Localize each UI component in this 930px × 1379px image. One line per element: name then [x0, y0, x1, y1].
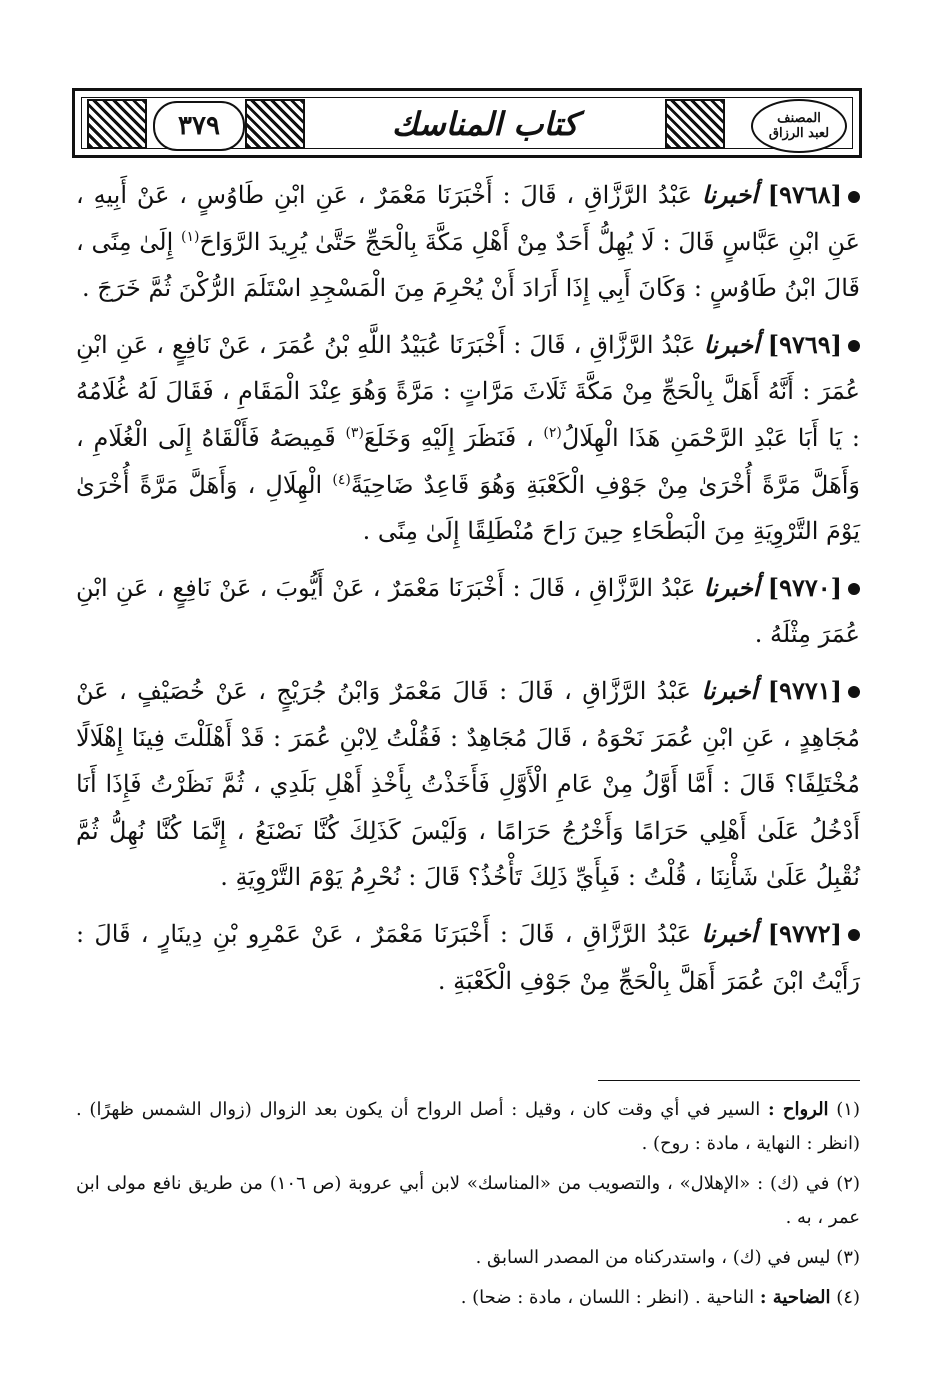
- entry-number: [٩٧٧٠]: [767, 572, 843, 602]
- footnote-ref: (٣): [345, 424, 364, 441]
- hadith-entry-9770: [76, 565, 860, 658]
- footnote-text: في (ك) : «الإهلال» ، والتصويب من «المناسك» لابن أبي عروبة (ص ١٠٦) من طريق نافع مولى ابن عمر ، به .: [76, 1173, 860, 1228]
- footnote-marker: (٣): [836, 1247, 860, 1268]
- hadith-entry-9769: [76, 322, 860, 555]
- footnote-marker: (٢): [836, 1173, 860, 1194]
- entry-text: عَبْدُ الرَّزَّاقِ ، قَالَ : أَخْبَرَنَا عُبَيْدُ اللَّهِ بْنُ عُمَرَ ، عَنْ نَافِعٍ ، عَنِ ابْنِ عُمَرَ : أَنَّهُ أَهَلَّ بِالْحَجِّ مِنْ مَكَّةَ ثَلَاثَ مَرَّاتٍ : مَرَّةً وَهُوَ عِنْدَ الْمَقَامِ ، فَقَالَ لَهُ غُلَامُهُ : يَا أَبَا عَبْدِ الرَّحْمَنِ هَذَا الْهِلَالُ: [76, 330, 860, 452]
- hadith-entry-9771: [76, 668, 860, 901]
- entry-number: [٩٧٦٩]: [767, 329, 842, 359]
- book-title-seal: [751, 99, 847, 153]
- bullet-icon: [848, 583, 860, 595]
- footnote-ref: (١): [180, 228, 200, 245]
- bullet-icon: [848, 686, 860, 698]
- entry-opening: أخبرنا: [701, 675, 758, 705]
- seal-line-1: المصنف: [777, 111, 821, 126]
- entry-opening: أخبرنا: [701, 180, 758, 209]
- entry-text: ، فَنَظَرَ إِلَيْهِ وَخَلَعَ: [363, 423, 534, 452]
- entry-text: قَمِيصَهُ فَأَلْقَاهُ إِلَى الْغُلَامِ ، وَأَهَلَّ مَرَّةً أُخْرَىٰ مِنْ جَوْفِ الْكَعْبَةِ وَهُوَ قَاعِدٌ ضَاحِيَةً: [76, 423, 861, 499]
- entry-text: عَبْدُ الرَّزَّاقِ ، قَالَ : قَالَ مَعْمَرٌ وَابْنُ جُرَيْجٍ ، عَنْ خُصَيْفٍ ، عَنْ مُجَاهِدٍ ، عَنِ ابْنِ عُمَرَ نَحْوَهُ ، قَالَ مُجَاهِدٌ : فَقُلْتُ لِابْنِ عُمَرَ : قَدْ أَهْلَلْتَ فِينَا إِهْلَالًا مُخْتَلِفًا؟ قَالَ : أَمَّا أَوَّلُ مِنْ عَامِ الْأَوَّلِ فَأَخَذْتُ بِأَخْذِ أَهْلِ بَلَدِي ، ثُمَّ نَظَرْتُ فَإِذَا أَنَا أَدْخُلُ عَلَىٰ أَهْلِي حَرَامًا وَأَخْرُجُ حَرَامًا ، وَلَيْسَ كَذَلِكَ كُنَّا نَصْنَعُ ، إِنَّمَا كُنَّا نُهِلُّ ثُمَّ نُقْبِلُ عَلَىٰ شَأْنِنَا ، قُلْتُ : فَبِأَيِّ ذَلِكَ تَأْخُذُ؟ قَالَ : نُحْرِمُ يَوْمَ التَّرْوِيَةِ .: [76, 676, 860, 892]
- footnote-3: [76, 1241, 860, 1275]
- page-header: [72, 88, 862, 158]
- entry-opening: أخبرنا: [703, 572, 760, 602]
- footnote-1: [76, 1093, 860, 1161]
- bullet-icon: [848, 929, 860, 941]
- ornament-right-inner: [665, 99, 725, 149]
- footnote-term: الرواح :: [767, 1099, 829, 1120]
- footnote-2: [76, 1167, 860, 1235]
- footnotes: [76, 1093, 860, 1321]
- entry-opening: أخبرنا: [703, 329, 760, 359]
- hadith-entry-9768: [76, 172, 860, 312]
- footnote-text: السير في أي وقت كان ، وقيل : أصل الرواح أن يكون بعد الزوال (زوال الشمس ظهرًا) . (انظر : النهاية ، مادة : روح) .: [76, 1099, 860, 1154]
- page-number: [153, 101, 245, 151]
- entry-text: الْهِلَالِ ، وَأَهَلَّ مَرَّةً أُخْرَىٰ يَوْمَ التَّرْوِيَةِ مِنَ الْبَطْحَاءِ حِينَ رَاحَ مُنْطَلِقًا إِلَىٰ مِنًى .: [76, 470, 860, 546]
- footnote-4: [76, 1281, 860, 1315]
- footnote-ref: (٤): [332, 471, 351, 488]
- footnote-marker: (٤): [836, 1287, 860, 1308]
- footnote-marker: (١): [836, 1099, 860, 1120]
- ornament-left-outer: [87, 99, 147, 149]
- footnote-term: الضاحية :: [759, 1287, 831, 1308]
- footnote-ref: (٢): [543, 424, 562, 441]
- footnote-text: الناحية . (انظر : اللسان ، مادة : ضحا) .: [460, 1287, 755, 1308]
- entry-text: عَبْدُ الرَّزَّاقِ ، قَالَ : أَخْبَرَنَا مَعْمَرٌ ، عَنْ أَيُّوبَ ، عَنْ نَافِعٍ ، عَنِ ابْنِ عُمَرَ مِثْلَهُ .: [76, 573, 860, 649]
- ornament-left-inner: [245, 99, 305, 149]
- entry-text: عَبْدُ الرَّزَّاقِ ، قَالَ : أَخْبَرَنَا مَعْمَرٌ ، عَنْ عَمْرِو بْنِ دِينَارٍ ، قَالَ : رَأَيْتُ ابْنَ عُمَرَ أَهَلَّ بِالْحَجِّ مِنْ جَوْفِ الْكَعْبَةِ .: [76, 919, 860, 995]
- entry-number: [٩٧٧٢]: [767, 918, 842, 948]
- bullet-icon: [848, 191, 860, 203]
- hadith-entry-9772: [76, 911, 860, 1004]
- bullet-icon: [848, 340, 860, 352]
- entry-number: [٩٧٧١]: [767, 675, 842, 705]
- footnote-text: ليس في (ك) ، واستدركناه من المصدر السابق .: [475, 1247, 831, 1268]
- entry-text: إِلَىٰ مِنًى ، قَالَ ابْنُ طَاوُسٍ : وَكَانَ أَبِي إِذَا أَرَادَ أَنْ يُحْرِمَ مِنَ الْمَسْجِدِ اسْتَلَمَ الرُّكْنَ ثُمَّ خَرَجَ .: [76, 227, 860, 303]
- main-text: [76, 172, 860, 1014]
- footnote-divider: [598, 1080, 860, 1081]
- entry-text: عَبْدُ الرَّزَّاقِ ، قَالَ : أَخْبَرَنَا مَعْمَرٌ ، عَنِ ابْنِ طَاوُسٍ ، عَنْ أَبِيهِ ، عَنِ ابْنِ عَبَّاسٍ قَالَ : لَا يُهِلُّ أَحَدٌ مِنْ أَهْلِ مَكَّةَ بِالْحَجِّ حَتَّىٰ يُرِيدَ الرَّوَاحَ: [76, 181, 860, 256]
- page-number-text: ٣٧٩: [178, 111, 220, 141]
- seal-line-2: لعبد الرزاق: [768, 126, 830, 141]
- entry-number: [٩٧٦٨]: [767, 180, 842, 209]
- chapter-title: كتاب المناسك: [391, 105, 579, 143]
- entry-opening: أخبرنا: [701, 918, 758, 948]
